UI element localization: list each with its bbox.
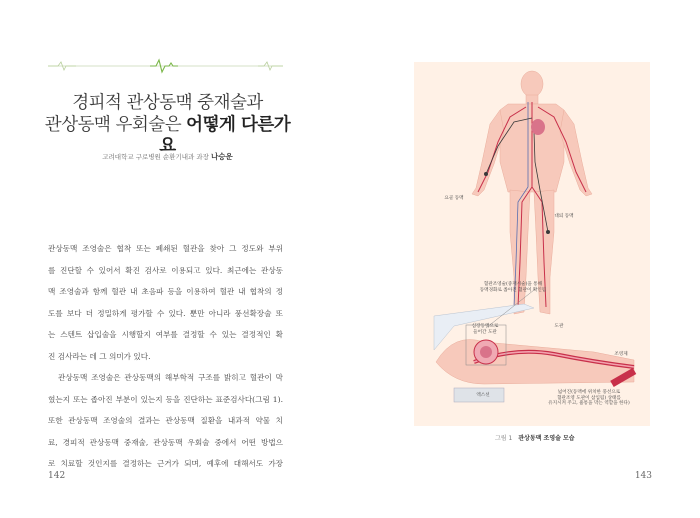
label-femoral-artery: 대퇴 동맥 bbox=[554, 214, 574, 219]
caption-prefix: 그림 1 bbox=[495, 435, 513, 442]
body-line: 또한 관상동맥 조영술의 결과는 관상동맥 질환을 내과적 약물 치 bbox=[48, 416, 283, 425]
body-line: 는 스텐트 삽입술을 시행할지 여부를 결정할 수 있는 결정적인 확 bbox=[48, 330, 283, 339]
body-line: 관상동맥 조영술은 관상동맥의 해부학적 구조를 밝히고 혈관이 막 bbox=[58, 373, 283, 382]
page-number-right: 143 bbox=[634, 471, 652, 481]
title-bold: 어떻게 다른가요 bbox=[159, 115, 291, 156]
author-affiliation: 고려대학교 구로병원 순환기내과 과장 bbox=[102, 153, 209, 161]
figure-caption bbox=[495, 433, 575, 442]
ecg-divider-icon bbox=[48, 58, 283, 74]
page-title-line-1: 경피적 관상동맥 중재술과 bbox=[72, 93, 263, 113]
body-line: 로 치료할 것인지를 결정하는 근거가 되며, 예후에 대해서도 가장 bbox=[48, 459, 283, 468]
author-line bbox=[40, 151, 295, 162]
label-catheter: 도관 bbox=[554, 324, 564, 329]
label-catheter-tip: 심장동맥으로 들어간 도관 bbox=[471, 324, 499, 335]
label-xray: 엑스선 bbox=[476, 393, 490, 398]
right-page bbox=[350, 0, 700, 518]
caption-title: 관상동맥 조영술 모습 bbox=[518, 435, 575, 442]
heart-shape bbox=[531, 119, 545, 135]
body-line: 혔는지 또는 좁아진 부분이 있는지 등을 진단하는 표준검사다(그림 1). bbox=[48, 394, 283, 404]
author-name: 나승운 bbox=[211, 152, 233, 161]
label-contrast-agent: 조영제 bbox=[614, 352, 628, 357]
title-prefix: 관상동맥 우회술은 bbox=[44, 115, 187, 135]
body-line: 료, 경피적 관상동맥 중재술, 관상동맥 우회술 중에서 어떤 방법으 bbox=[48, 437, 283, 447]
lying-patient-scene bbox=[434, 290, 636, 402]
body-line: 도를 보다 더 정밀하게 평가할 수 있다. 뿐만 아니라 풍선확장술 또 bbox=[48, 308, 283, 318]
body-line: 맥 조영술과 함께 혈관 내 초음파 등을 이용하여 혈관 내 협착의 정 bbox=[48, 287, 283, 296]
body-line: 관상동맥 조영술은 협착 또는 폐쇄된 혈관을 찾아 그 정도와 부위 bbox=[48, 244, 283, 253]
page-number-left: 142 bbox=[48, 471, 66, 481]
angiography-illustration bbox=[414, 62, 650, 426]
label-stent-note: 넓어진(동맥에 위치한 풍선으로 혈관조영 도관이 삽입됨) 상태를 유지시켜 주고, 흉통을 막는 역할을 한다) bbox=[548, 390, 630, 406]
body-line: 를 진단할 수 있어서 확진 검사로 이용되고 있다. 최근에는 관상동 bbox=[48, 265, 283, 275]
body-line: 진 검사라는 데 그 의미가 있다. bbox=[48, 351, 151, 361]
label-angiography-note: 혈관조영술(중재시술)을 통해 동맥경화로 좁아진 혈관이 확인됨 bbox=[479, 282, 547, 293]
figure-panel bbox=[414, 62, 650, 426]
label-radial-artery: 요골 동맥 bbox=[444, 196, 464, 201]
body-text bbox=[48, 238, 283, 475]
